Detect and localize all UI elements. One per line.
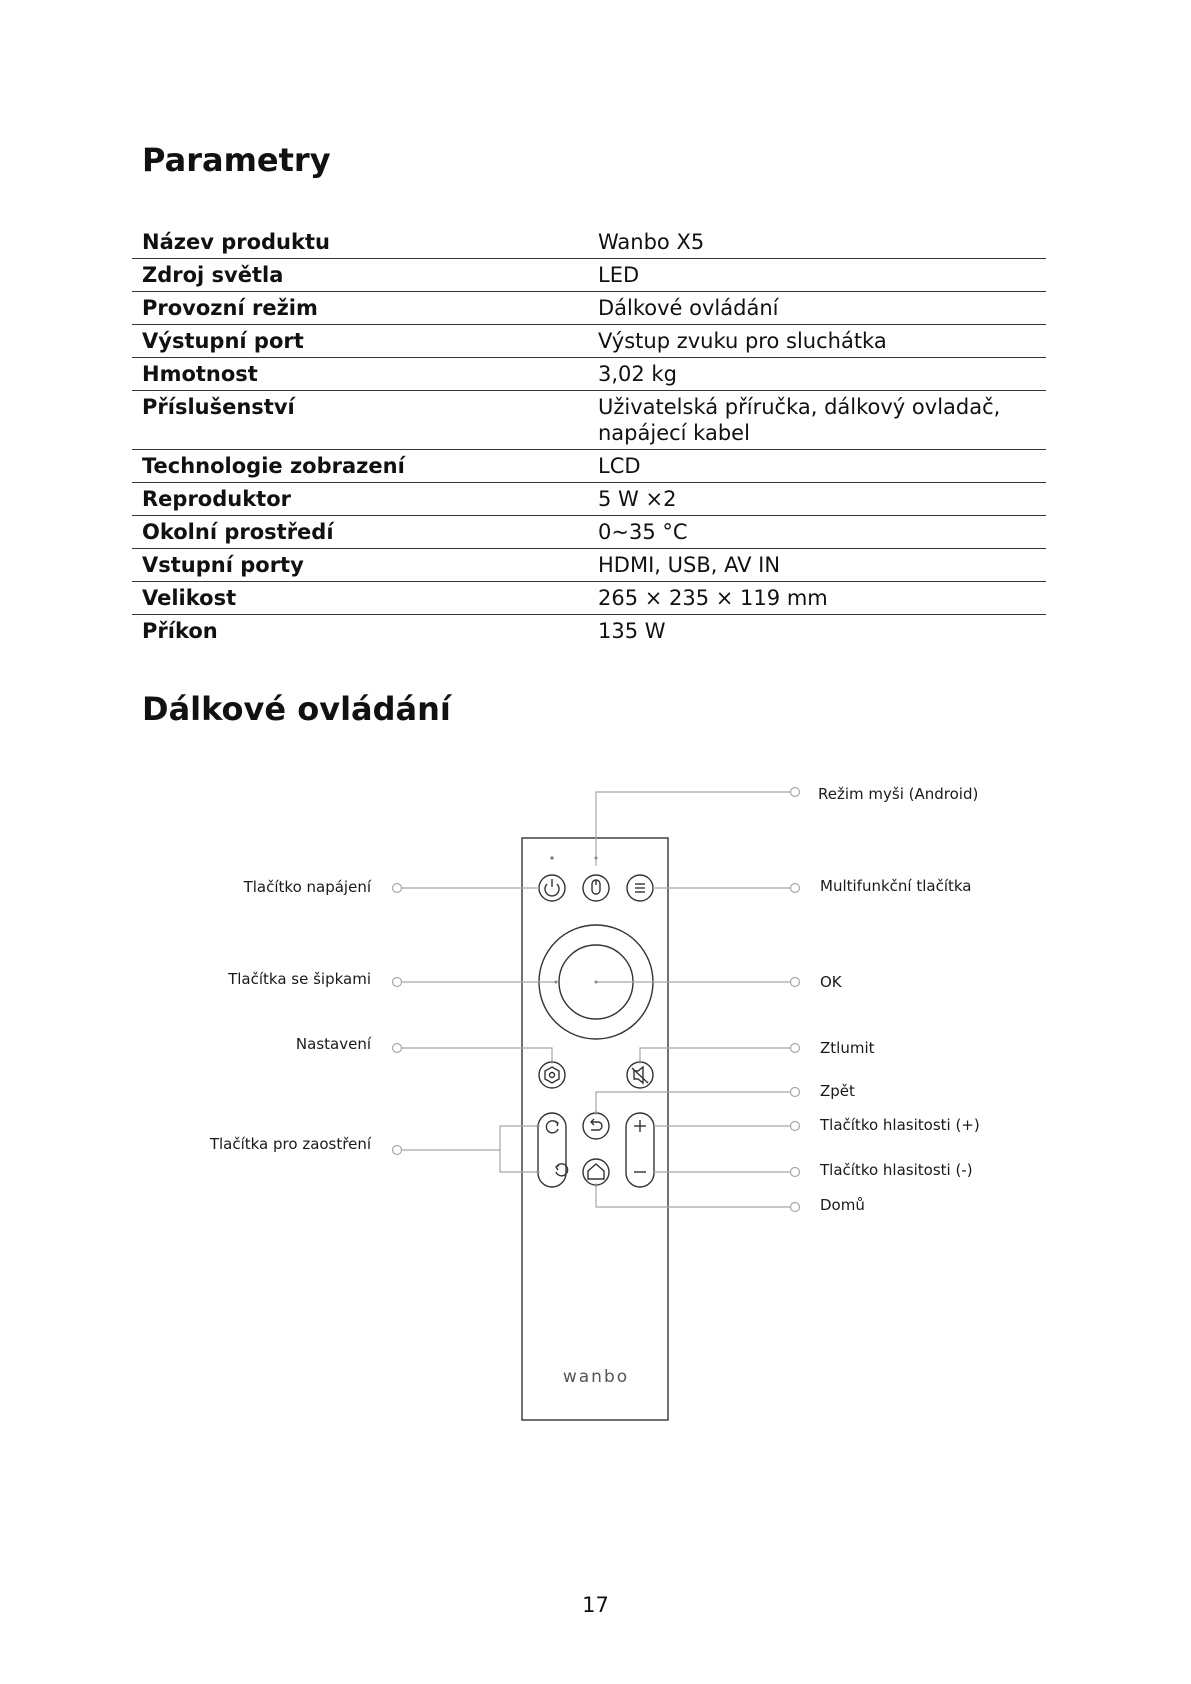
section-title-parameters: Parametry: [142, 141, 331, 179]
volume-rocker: [626, 1113, 654, 1187]
param-name: Hmotnost: [142, 362, 258, 386]
param-value: HDMI, USB, AV IN: [598, 553, 781, 577]
param-name: Příkon: [142, 619, 218, 643]
param-value: 0~35 °C: [598, 520, 688, 544]
label-mute: Ztlumit: [820, 1039, 875, 1057]
param-value: 3,02 kg: [598, 362, 677, 386]
param-value: LED: [598, 263, 640, 287]
focus-rocker: [538, 1113, 568, 1187]
settings-button: [539, 1062, 565, 1088]
label-arrow-buttons: Tlačítka se šipkami: [228, 970, 371, 988]
label-power-button: Tlačítko napájení: [243, 878, 371, 896]
param-name: Technologie zobrazení: [142, 454, 405, 478]
param-value: Dálkové ovládání: [598, 296, 779, 320]
label-volume-up: Tlačítko hlasitosti (+): [820, 1116, 980, 1134]
param-name: Okolní prostředí: [142, 520, 334, 544]
param-value: Výstup zvuku pro sluchátka: [598, 329, 887, 353]
menu-button: [627, 875, 653, 901]
remote-brand-logo: wanbo: [562, 1367, 630, 1387]
param-name: Příslušenství: [142, 395, 295, 419]
param-value-line-1: Uživatelská příručka, dálkový ovladač,: [598, 395, 1001, 419]
param-name: Výstupní port: [142, 329, 304, 353]
param-name: Zdroj světla: [142, 263, 284, 287]
label-ok: OK: [820, 973, 842, 991]
param-value: Wanbo X5: [598, 230, 705, 254]
param-value: LCD: [598, 454, 641, 478]
label-back: Zpět: [820, 1082, 855, 1100]
page-number: 17: [582, 1593, 609, 1617]
mouse-mode-button: [583, 875, 609, 901]
indicator-light: [550, 856, 553, 859]
label-settings: Nastavení: [295, 1035, 371, 1053]
param-value: 135 W: [598, 619, 666, 643]
param-value: 265 × 235 × 119 mm: [598, 586, 828, 610]
home-button: [583, 1159, 609, 1185]
param-value-line-2: napájecí kabel: [598, 421, 750, 445]
label-multifunction-buttons: Multifunkční tlačítka: [820, 877, 972, 895]
label-home: Domů: [820, 1196, 865, 1214]
param-name: Vstupní porty: [142, 553, 304, 577]
section-title-remote-control: Dálkové ovládání: [142, 690, 451, 728]
mute-button: [627, 1062, 653, 1088]
param-name: Reproduktor: [142, 487, 291, 511]
param-name: Velikost: [142, 586, 237, 610]
power-button: [539, 875, 565, 901]
param-name: Provozní režim: [142, 296, 318, 320]
label-volume-down: Tlačítko hlasitosti (-): [820, 1161, 973, 1179]
back-button: [583, 1113, 609, 1139]
param-name: Název produktu: [142, 230, 330, 254]
label-focus-buttons: Tlačítka pro zaostření: [209, 1135, 371, 1153]
param-value: 5 W ×2: [598, 487, 677, 511]
label-mouse-mode: Režim myši (Android): [818, 785, 979, 803]
